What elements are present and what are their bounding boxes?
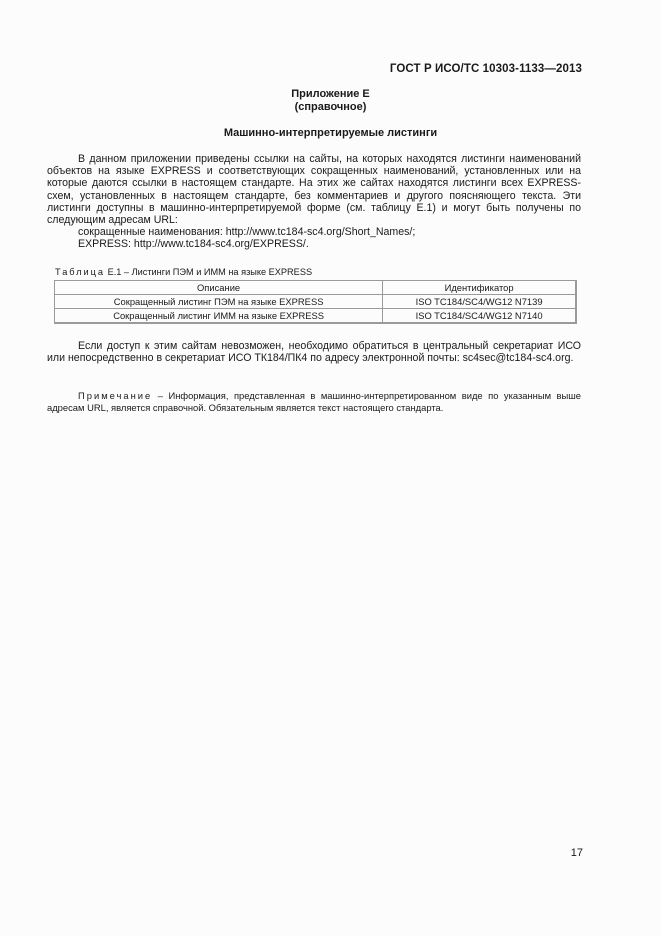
table-caption [55,267,312,277]
express-url[interactable]: EXPRESS: http://www.tc184-sc4.org/EXPRESS/. [78,238,309,251]
table-row [55,309,577,324]
row-identifier: ISO TC184/SC4/WG12 N7140 [383,309,576,324]
note-block [47,390,581,413]
contact-paragraph: Если доступ к этим сайтам невозможен, необходимо обратиться в центральный секретариат ИСО или непосредственно в секретариат ИСО ТК184/ПК4 по адресу электронной почты: sc4sec@tc184-sc4.org. [47,340,581,365]
page-number: 17 [570,847,583,859]
table-caption-label: Таблица [55,267,106,277]
note-label: Примечание [78,390,153,401]
appendix-subtitle: (справочное) [294,101,367,113]
standard-code-header: ГОСТ Р ИСО/ТС 10303-1133—2013 [389,63,582,75]
section-title: Машинно-интерпретируемые листинги [223,127,438,139]
header-description: Описание [55,281,383,295]
row-description: Сокращенный листинг ИММ на языке EXPRESS [55,309,383,324]
appendix-title: Приложение Е [291,88,370,100]
appendix-heading [0,88,661,114]
table-row [55,295,577,309]
intro-paragraph: В данном приложении приведены ссылки на сайты, на которых находятся листинги наименований объектов на языке EXPRESS и соответствующих сокращенных наименований, установленных или на которые даются ссылки в настоящем стандарте. На этих же сайтах находятся листинги всех EXPRESS-схем, установленных в настоящем стандарте, без комментариев и другого поясняющего текста. Эти листинги доступны в машинно-интерпретируемой форме (см. таблицу Е.1) и могут быть получены по следующим адресам URL: [47,153,581,227]
table-caption-text: Е.1 – Листинги ПЭМ и ИММ на языке EXPRESS [105,267,313,277]
note-text: – Информация, представленная в машинно-интерпретированном виде по указанным выше адресам URL, является справочной. Обязательным является текст настоящего стандарта. [47,390,581,413]
row-identifier: ISO TC184/SC4/WG12 N7139 [383,295,576,309]
short-names-url[interactable]: сокращенные наименования: http://www.tc184-sc4.org/Short_Names/; [78,226,416,239]
listings-table [54,280,577,324]
table-header-row [55,281,577,295]
row-description: Сокращенный листинг ПЭМ на языке EXPRESS [55,295,383,309]
header-identifier: Идентификатор [383,281,576,295]
intro-block [47,153,581,251]
